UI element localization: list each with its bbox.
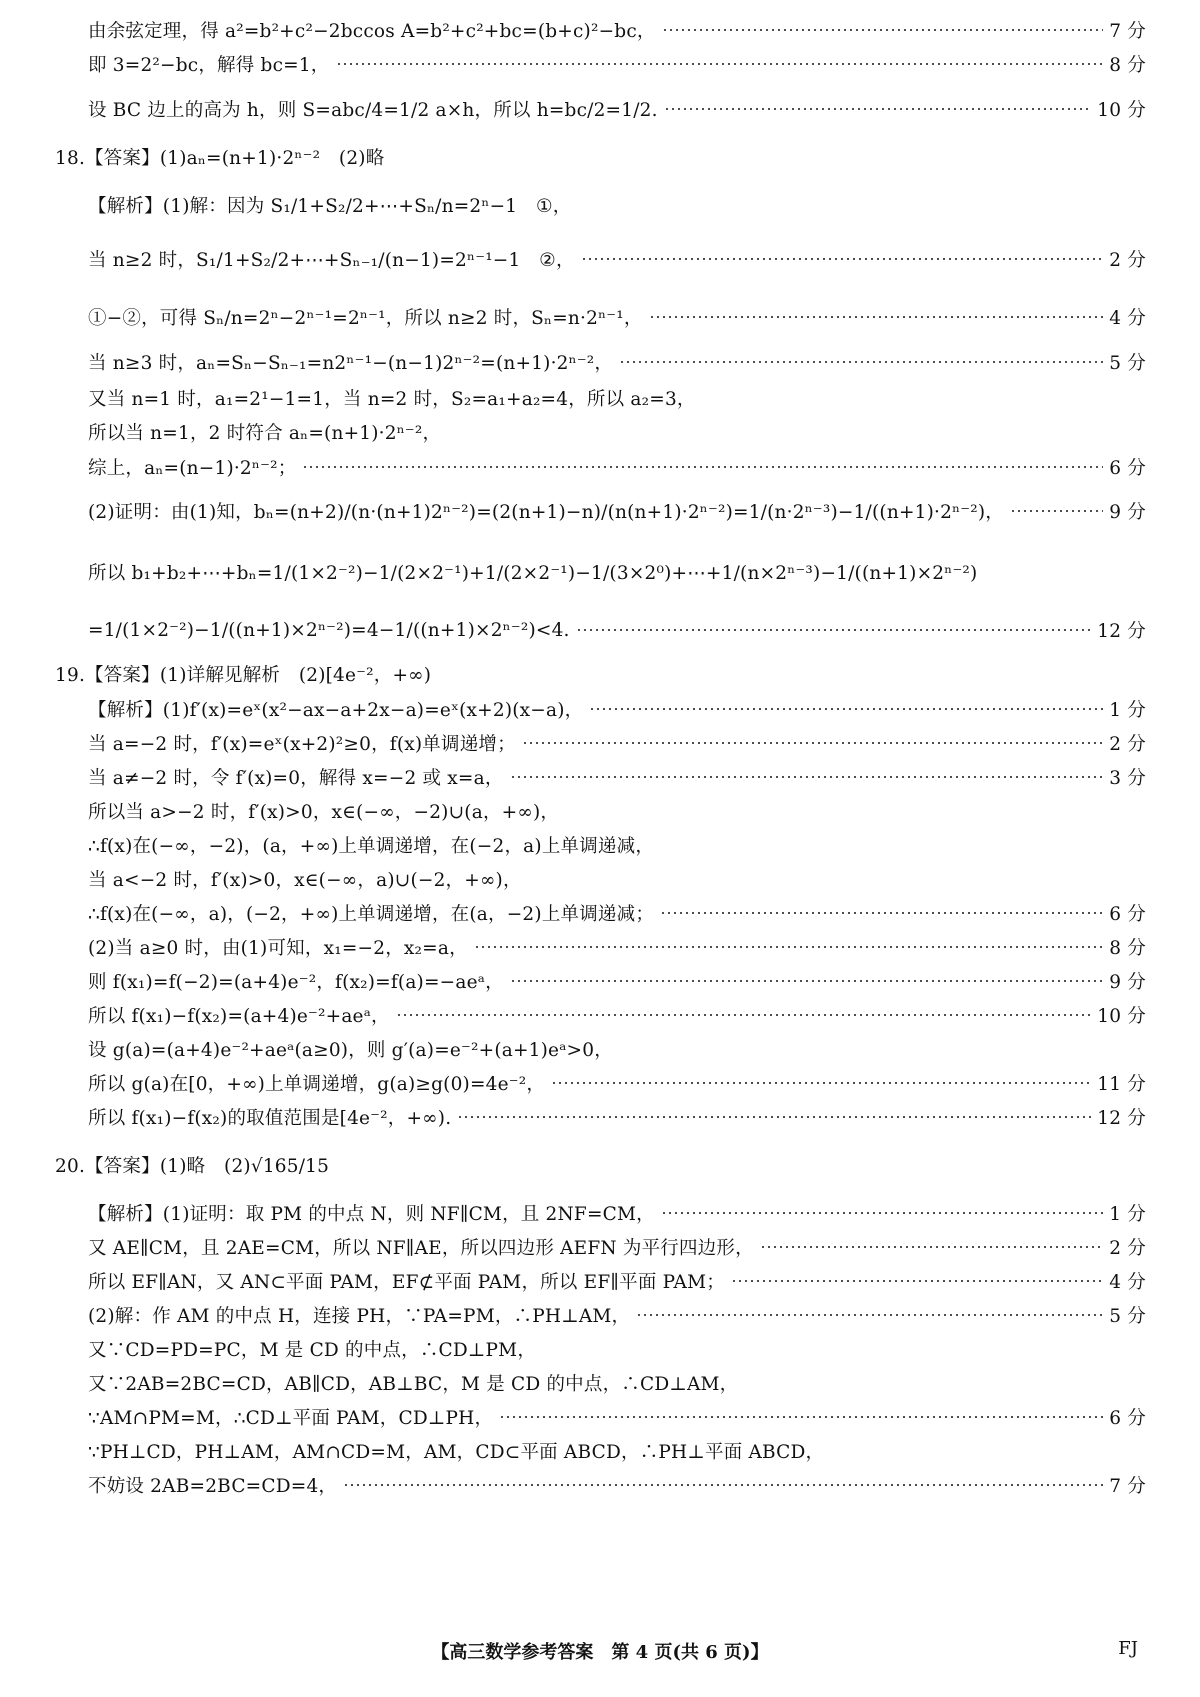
score-mark: 9 分	[1109, 502, 1146, 523]
solution-line: 当 a=−2 时，f′(x)=eˣ(x+2)²≥0，f(x)单调递增； 2 分	[88, 728, 1146, 758]
score-mark: 4 分	[1109, 1272, 1146, 1293]
solution-line: 【解析】(1)f′(x)=eˣ(x²−ax−a+2x−a)=eˣ(x+2)(x−a)， 1 分	[88, 694, 1146, 724]
leader-dots	[576, 629, 1092, 631]
score-mark: 2 分	[1109, 250, 1146, 271]
leader-dots	[664, 108, 1092, 110]
solution-line: 又当 n=1 时，a₁=2¹−1=1，当 n=2 时，S₂=a₁+a₂=4，所以 a₂=3，	[88, 389, 696, 410]
score-mark: 10 分	[1097, 1006, 1146, 1027]
score-mark: 8 分	[1109, 938, 1146, 959]
leader-dots	[510, 980, 1103, 982]
solution-line: 又∵2AB=2BC=CD，AB∥CD，AB⊥BC，M 是 CD 的中点，∴CD⊥AM，	[88, 1374, 739, 1395]
score-mark: 11 分	[1097, 1074, 1146, 1095]
solution-line: 当 n≥3 时，aₙ=Sₙ−Sₙ₋₁=n2ⁿ⁻¹−(n−1)2ⁿ⁻²=(n+1)·2ⁿ⁻²， 5 分	[88, 347, 1146, 377]
score-mark: 10 分	[1097, 100, 1146, 121]
answer-heading-20: 20.【答案】(1)略 (2)√165/15	[55, 1156, 330, 1177]
solution-line: 【解析】(1)解：因为 S₁/1+S₂/2+⋯+Sₙ/n=2ⁿ−1 ①，	[88, 196, 572, 217]
leader-dots	[551, 1082, 1091, 1084]
solution-line: (2)当 a≥0 时，由(1)可知，x₁=−2，x₂=a， 8 分	[88, 932, 1146, 962]
answer-heading-18: 18.【答案】(1)aₙ=(n+1)·2ⁿ⁻² (2)略	[55, 148, 385, 169]
score-mark: 6 分	[1109, 458, 1146, 479]
score-mark: 12 分	[1097, 1108, 1146, 1129]
leader-dots	[499, 1416, 1103, 1418]
score-mark: 5 分	[1109, 1306, 1146, 1327]
leader-dots	[581, 258, 1104, 260]
leader-dots	[396, 1014, 1092, 1016]
answer-heading-19: 19.【答案】(1)详解见解析 (2)[4e⁻²，+∞)	[55, 665, 432, 686]
leader-dots	[636, 1314, 1103, 1316]
solution-line: 即 3=2²−bc，解得 bc=1， 8 分	[88, 49, 1146, 79]
solution-line: 则 f(x₁)=f(−2)=(a+4)e⁻²，f(x₂)=f(a)=−aeᵃ， 9 分	[88, 966, 1146, 996]
leader-dots	[336, 63, 1104, 65]
footer-code: FJ	[1118, 1638, 1138, 1659]
page-footer	[0, 1634, 1200, 1664]
solution-line: ∴f(x)在(−∞，−2)，(a，+∞)上单调递增，在(−2，a)上单调递减，	[88, 836, 655, 857]
solution-line: 设 g(a)=(a+4)e⁻²+aeᵃ(a≥0)，则 g′(a)=e⁻²+(a+1)eᵃ>0，	[88, 1040, 613, 1061]
solution-line: ∵AM∩PM=M，∴CD⊥平面 PAM，CD⊥PH， 6 分	[88, 1402, 1146, 1432]
footer-title: 【高三数学参考答案 第 4 页(共 6 页)】	[431, 1642, 769, 1663]
score-mark: 8 分	[1109, 55, 1146, 76]
score-mark: 2 分	[1109, 1238, 1146, 1259]
solution-line: 不妨设 2AB=2BC=CD=4， 7 分	[88, 1470, 1146, 1500]
score-mark: 1 分	[1109, 700, 1146, 721]
score-mark: 1 分	[1109, 1204, 1146, 1225]
solution-line: =1/(1×2⁻²)−1/((n+1)×2ⁿ⁻²)=4−1/((n+1)×2ⁿ⁻²)<4. 12 分	[88, 605, 1146, 655]
leader-dots	[760, 1246, 1103, 1248]
solution-line: ①−②，可得 Sₙ/n=2ⁿ−2ⁿ⁻¹=2ⁿ⁻¹，所以 n≥2 时，Sₙ=n·2ⁿ⁻¹， 4 分	[88, 292, 1146, 342]
leader-dots	[660, 912, 1103, 914]
leader-dots	[649, 316, 1104, 318]
solution-line: 所以当 a>−2 时，f′(x)>0，x∈(−∞，−2)∪(a，+∞)，	[88, 802, 560, 823]
score-mark: 7 分	[1109, 1476, 1146, 1497]
score-mark: 2 分	[1109, 734, 1146, 755]
solution-line: (2)解：作 AM 的中点 H，连接 PH，∵PA=PM，∴PH⊥AM， 5 分	[88, 1300, 1146, 1330]
leader-dots	[1010, 510, 1103, 512]
leader-dots	[662, 29, 1104, 31]
solution-line: 所以 f(x₁)−f(x₂)的取值范围是[4e⁻²，+∞). 12 分	[88, 1102, 1146, 1132]
score-mark: 7 分	[1109, 21, 1146, 42]
solution-line: 【解析】(1)证明：取 PM 的中点 N，则 NF∥CM，且 2NF=CM， 1 分	[88, 1198, 1146, 1228]
score-mark: 6 分	[1109, 1408, 1146, 1429]
leader-dots	[522, 742, 1103, 744]
solution-line: ∵PH⊥CD，PH⊥AM，AM∩CD=M，AM，CD⊂平面 ABCD，∴PH⊥平面 ABCD，	[88, 1442, 825, 1463]
solution-line: 又 AE∥CM，且 2AE=CM，所以 NF∥AE，所以四边形 AEFN 为平行四边形， 2 分	[88, 1232, 1146, 1262]
solution-line: 所以 f(x₁)−f(x₂)=(a+4)e⁻²+aeᵃ， 10 分	[88, 1000, 1146, 1030]
leader-dots	[619, 361, 1103, 363]
solution-line: 所以 b₁+b₂+⋯+bₙ=1/(1×2⁻²)−1/(2×2⁻¹)+1/(2×2⁻¹)−1/(3×2⁰)+⋯+1/(n×2ⁿ⁻³)−1/((n+1)×2ⁿ⁻²)	[88, 563, 978, 584]
leader-dots	[343, 1484, 1103, 1486]
leader-dots	[731, 1280, 1103, 1282]
score-mark: 12 分	[1097, 621, 1146, 642]
score-mark: 9 分	[1109, 972, 1146, 993]
solution-line: (2)证明：由(1)知，bₙ=(n+2)/(n·(n+1)2ⁿ⁻²)=(2(n+1)−n)/(n(n+1)·2ⁿ⁻²)=1/(n·2ⁿ⁻³)−1/((n+1)·2ⁿ⁻²)， 9 分	[88, 486, 1146, 536]
leader-dots	[510, 776, 1104, 778]
solution-line: 设 BC 边上的高为 h，则 S=abc/4=1/2 a×h，所以 h=bc/2=1/2. 10 分	[88, 84, 1146, 134]
leader-dots	[302, 466, 1103, 468]
solution-line: 当 n≥2 时，S₁/1+S₂/2+⋯+Sₙ₋₁/(n−1)=2ⁿ⁻¹−1 ②， 2 分	[88, 234, 1146, 284]
leader-dots	[589, 708, 1103, 710]
solution-line: ∴f(x)在(−∞，a)，(−2，+∞)上单调递增，在(a，−2)上单调递减； 6 分	[88, 898, 1146, 928]
score-mark: 6 分	[1109, 904, 1146, 925]
solution-line: 当 a≠−2 时，令 f′(x)=0，解得 x=−2 或 x=a， 3 分	[88, 762, 1146, 792]
leader-dots	[474, 946, 1103, 948]
solution-line: 所以 g(a)在[0，+∞)上单调递增，g(a)≥g(0)=4e⁻²， 11 分	[88, 1068, 1146, 1098]
solution-line: 所以当 n=1，2 时符合 aₙ=(n+1)·2ⁿ⁻²，	[88, 423, 442, 444]
solution-line: 所以 EF∥AN，又 AN⊂平面 PAM，EF⊄平面 PAM，所以 EF∥平面 PAM； 4 分	[88, 1266, 1146, 1296]
solution-line: 综上，aₙ=(n−1)·2ⁿ⁻²； 6 分	[88, 452, 1146, 482]
leader-dots	[457, 1116, 1091, 1118]
solution-line: 又∵CD=PD=PC，M 是 CD 的中点，∴CD⊥PM，	[88, 1340, 537, 1361]
solution-line: 当 a<−2 时，f′(x)>0，x∈(−∞，a)∪(−2，+∞)，	[88, 870, 522, 891]
score-mark: 4 分	[1109, 308, 1146, 329]
score-mark: 3 分	[1109, 768, 1146, 789]
score-mark: 5 分	[1109, 353, 1146, 374]
leader-dots	[661, 1212, 1103, 1214]
solution-line: 由余弦定理，得 a²=b²+c²−2bccos A=b²+c²+bc=(b+c)²−bc， 7 分	[88, 15, 1146, 45]
